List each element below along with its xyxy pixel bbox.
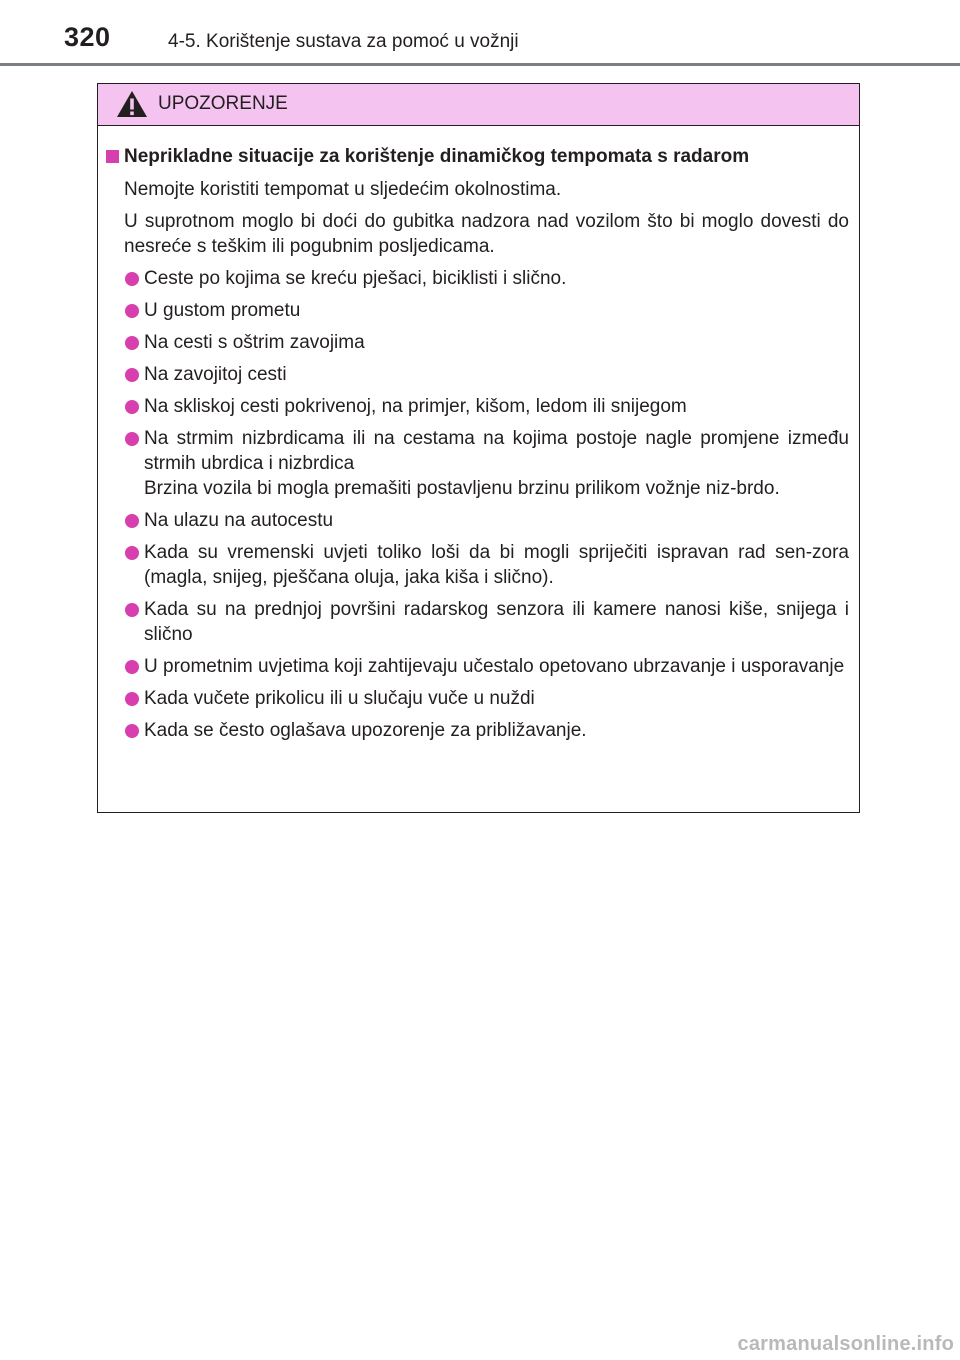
warning-risk: U suprotnom moglo bi doći do gubitka nadzora nad vozilom što bi moglo dovesti do nesreće s teškim ili pogubnim posljedicama. bbox=[124, 211, 849, 257]
list-item-text: Na skliskoj cesti pokrivenoj, na primjer, kišom, ledom ili snijegom bbox=[144, 396, 687, 417]
list-item-text: Na zavojitoj cesti bbox=[144, 364, 287, 385]
list-item bbox=[124, 686, 851, 711]
circle-bullet-icon bbox=[125, 660, 139, 674]
list-item-text: Na ulazu na autocestu bbox=[144, 510, 334, 531]
warning-box bbox=[97, 83, 860, 813]
circle-bullet-icon bbox=[125, 432, 139, 446]
circle-bullet-icon bbox=[125, 368, 139, 382]
list-item bbox=[124, 298, 851, 323]
list-item-text: Ceste po kojima se kreću pješaci, biciklisti i slično. bbox=[144, 268, 567, 289]
list-item bbox=[124, 266, 851, 291]
header-rule bbox=[0, 63, 960, 66]
list-item bbox=[124, 508, 851, 533]
circle-bullet-icon bbox=[125, 724, 139, 738]
warning-triangle-icon bbox=[116, 90, 148, 118]
list-item bbox=[124, 330, 851, 355]
list-item-text: U gustom prometu bbox=[144, 300, 301, 321]
list-item bbox=[124, 540, 851, 590]
list-item-note: Brzina vozila bi mogla premašiti postavljenu brzinu prilikom vožnje niz-brdo. bbox=[144, 478, 780, 499]
page-number: 320 bbox=[64, 22, 111, 52]
circle-bullet-icon bbox=[125, 304, 139, 318]
warning-label: UPOZORENJE bbox=[158, 93, 288, 114]
circle-bullet-icon bbox=[125, 336, 139, 350]
warning-subhead-text: Neprikladne situacije za korištenje dinamičkog tempomata s radarom bbox=[124, 146, 750, 167]
circle-bullet-icon bbox=[125, 546, 139, 560]
watermark: carmanualsonline.info bbox=[737, 1333, 954, 1355]
warning-header bbox=[98, 84, 859, 126]
square-bullet-icon bbox=[106, 150, 119, 163]
section-title: 4-5. Korištenje sustava za pomoć u vožnji bbox=[168, 31, 519, 52]
list-item bbox=[124, 654, 851, 679]
list-item-text: Na strmim nizbrdicama ili na cestama na kojima postoje nagle promjene između strmih ubrdica i nizbrdica bbox=[144, 428, 849, 474]
condition-list bbox=[124, 266, 851, 743]
list-item bbox=[124, 394, 851, 419]
page-header bbox=[0, 0, 960, 64]
circle-bullet-icon bbox=[125, 514, 139, 528]
list-item-text: U prometnim uvjetima koji zahtijevaju učestalo opetovano ubrzavanje i usporavanje bbox=[144, 656, 845, 677]
list-item-text: Kada su na prednjoj površini radarskog senzora ili kamere nanosi kiše, snijega i slično bbox=[144, 599, 849, 645]
warning-body bbox=[98, 126, 859, 743]
warning-subhead bbox=[104, 144, 851, 169]
circle-bullet-icon bbox=[125, 603, 139, 617]
list-item bbox=[124, 597, 851, 647]
warning-intro: Nemojte koristiti tempomat u sljedećim okolnostima. bbox=[124, 179, 562, 200]
list-item-text: Kada su vremenski uvjeti toliko loši da bi mogli spriječiti ispravan rad sen-zora (magla, snijeg, pješčana oluja, jaka kiša i slično). bbox=[144, 542, 849, 588]
circle-bullet-icon bbox=[125, 692, 139, 706]
list-item bbox=[124, 426, 851, 501]
circle-bullet-icon bbox=[125, 400, 139, 414]
circle-bullet-icon bbox=[125, 272, 139, 286]
list-item-text: Kada vučete prikolicu ili u slučaju vuče u nuždi bbox=[144, 688, 535, 709]
list-item bbox=[124, 362, 851, 387]
list-item-text: Kada se često oglašava upozorenje za približavanje. bbox=[144, 720, 587, 741]
list-item-text: Na cesti s oštrim zavojima bbox=[144, 332, 365, 353]
list-item bbox=[124, 718, 851, 743]
